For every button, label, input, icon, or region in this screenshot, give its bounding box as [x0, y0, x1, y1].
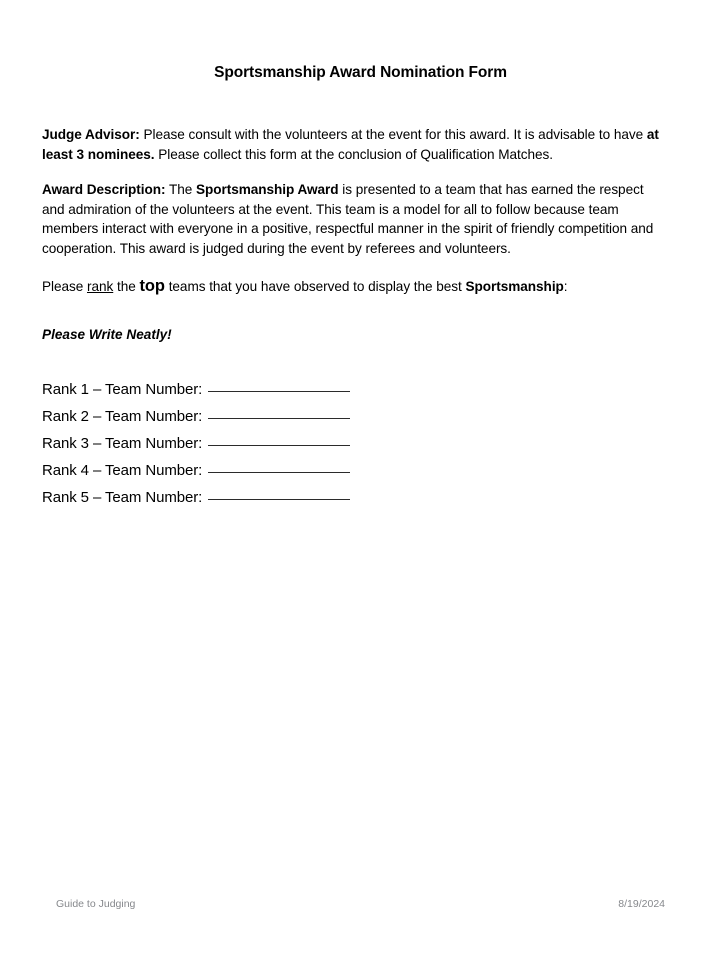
award-description-text-after: is presented to a team that has earned the respect and admiration of the volunteers at the event. This team is a model for all to follow because team members interact with everyone in a positive, respectful manner in the spirit of friendly competition and cooperation. This award is judged during the event by referees and volunteers. — [42, 182, 654, 256]
award-description-label: Award Description: — [42, 182, 166, 198]
rank-instruction-paragraph — [42, 277, 664, 297]
rank-team-number-blank[interactable] — [208, 379, 350, 392]
rank-team-number-blank[interactable] — [208, 406, 350, 419]
rank-instruction-segment-1: Please — [42, 278, 87, 294]
rank-instruction-segment-2: the — [113, 278, 140, 294]
judge-advisor-emphasis: at least 3 nominees. — [42, 127, 659, 162]
rank-list — [42, 376, 462, 511]
judge-advisor-text-before: Please consult with the volunteers at the event for this award. It is advisable to have — [139, 127, 647, 142]
award-description-text-before: The — [165, 182, 196, 198]
judge-advisor-text-after: Please collect this form at the conclusion of Qualification Matches. — [154, 146, 553, 162]
rank-row — [42, 403, 462, 430]
rank-row-label: Rank 3 – Team Number: — [42, 435, 203, 452]
page-title: Sportsmanship Award Nomination Form — [214, 64, 507, 81]
rank-row — [42, 457, 462, 484]
rank-row — [42, 376, 462, 403]
rank-row-label: Rank 5 – Team Number: — [42, 489, 203, 506]
rank-instruction-top-word: top — [139, 276, 165, 295]
rank-instruction-segment-4: : — [563, 278, 568, 294]
rank-row-label: Rank 1 – Team Number: — [42, 381, 203, 398]
page-footer — [56, 898, 665, 910]
rank-team-number-blank[interactable] — [208, 460, 350, 473]
rank-instruction-segment-3: teams that you have observed to display the best — [164, 278, 466, 294]
award-description-paragraph — [42, 180, 664, 258]
document-body — [42, 125, 664, 345]
rank-instruction-sportsmanship-word: Sportsmanship — [465, 278, 564, 294]
rank-row-label: Rank 4 – Team Number: — [42, 462, 203, 479]
rank-row-label: Rank 2 – Team Number: — [42, 408, 203, 425]
rank-team-number-blank[interactable] — [208, 433, 350, 446]
judge-advisor-paragraph — [42, 125, 664, 164]
rank-instruction-underlined-word: rank — [87, 278, 114, 294]
rank-team-number-blank[interactable] — [208, 487, 350, 500]
write-neatly-notice: Please Write Neatly! — [42, 327, 172, 343]
footer-date: 8/19/2024 — [618, 898, 665, 910]
rank-row — [42, 484, 462, 511]
award-description-emphasis: Sportsmanship Award — [195, 182, 339, 198]
footer-left-text: Guide to Judging — [56, 898, 136, 910]
rank-row — [42, 430, 462, 457]
judge-advisor-label: Judge Advisor: — [42, 127, 140, 142]
